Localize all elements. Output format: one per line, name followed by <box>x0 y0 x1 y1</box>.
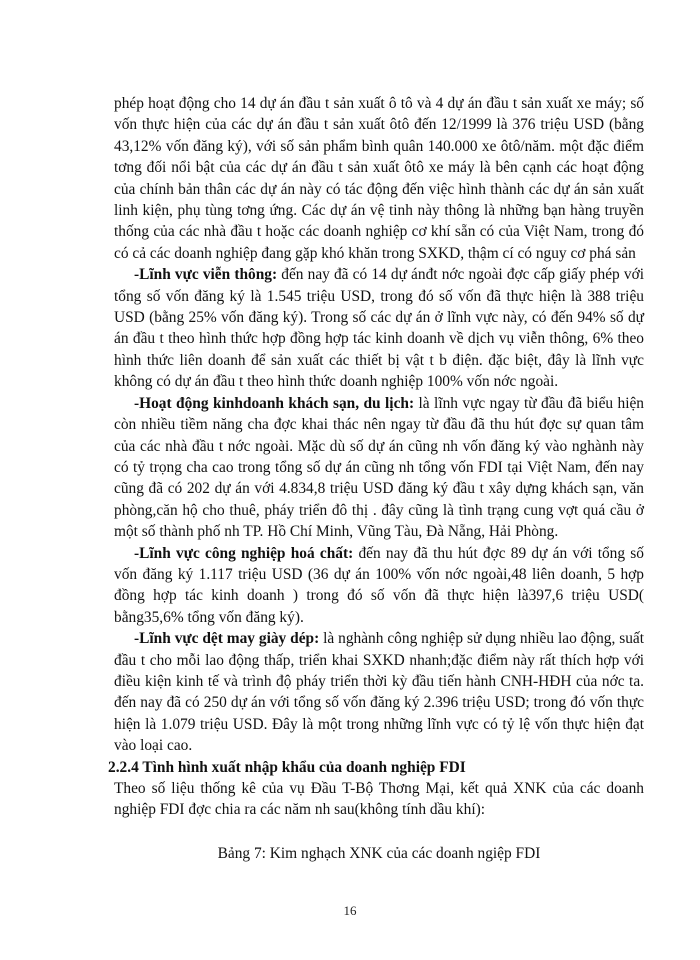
paragraph-hotel-tourism <box>114 393 644 543</box>
paragraph-chemical-text: đến nay đã thu hút đợc 89 dự án với tổng số vốn đăng ký 1.117 triệu USD (36 dự án 100% vốn nớc ngoài,48 liên doanh, 5 hợp đồng hợp tác kinh doanh ) trong đó số vốn đã thực hiện là397,6 triệu USD( bằng35,6% tổng vốn đăng ký). <box>114 544 644 626</box>
paragraph-automotive: phép hoạt động cho 14 dự án đầu t sản xuất ô tô và 4 dự án đầu t sản xuất xe máy; số vốn thực hiện của các dự án đầu t sản xuất ôtô đến 12/1999 là 376 triệu USD (bằng 43,12% vốn đăng ký), với số sản phẩm bình quân 140.000 xe ôtô/năm. một đặc điểm tơng đối nổi bật của các dự án đầu t sản xuất ôtô xe máy là bên cạnh các hoạt động của chính bản thân các dự án này có tác động đến việc hình thành các dự án sản xuất linh kiện, phụ tùng tơng ứng. Các dự án vệ tinh này thông là những bạn hàng truyền thống của các nhà đầu t hoặc các doanh nghiệp cơ khí sẵn có của Việt Nam, trong đó có cả các doanh nghiệp đang gặp khó khăn trong SXKD, thậm cí có nguy cơ phá sản <box>114 95 644 262</box>
page-number: 16 <box>343 903 357 918</box>
paragraph-telecom <box>114 264 644 392</box>
paragraph-hotel-tourism-heading: -Hoạt động kinhdoanh khách sạn, du lịch: <box>134 394 415 412</box>
paragraph-textile-heading: -Lĩnh vực dệt may giày dép: <box>134 630 320 648</box>
section-intro: Theo số liệu thống kê của vụ Đầu T-Bộ Thơng Mại, kết quả XNK của các doanh nghiệp FDI đợc chia ra các năm nh sau(không tính dầu khí): <box>114 780 644 819</box>
paragraph-textile-text: là nghành công nghiệp sử dụng nhiều lao động, suất đầu t cho mỗi lao động thấp, triển khai SXKD nhanh;đặc điểm này rất thích hợp với điều kiện kinh tế và trình độ pháy triển thời kỳ đầu tiến hành CNH-HĐH của nớc ta. đến nay đã có 250 dự án với tổng số vốn đăng ký 2.396 triệu USD; trong đó vốn thực hiện là 1.079 triệu USD. Đây là một trong những lĩnh vực có tỷ lệ vốn thực hiện đạt vào loại cao. <box>114 630 645 755</box>
paragraph-textile <box>114 628 644 756</box>
paragraph-chemical <box>114 543 644 629</box>
paragraph-hotel-tourism-text: là lĩnh vực ngay từ đầu đã biểu hiện còn nhiều tiềm năng cha đợc khai thác nên ngay từ đầu đã thu hút đợc sự quan tâm của các nhà đầu t nớc ngoài. Mặc dù số dự án cũng nh vốn đăng ký vào nghành này có tỷ trọng cha cao trong tổng số dự án cũng nh tổng vốn FDI tại Việt Nam, đến nay cũng đã có 202 dự án với 4.834,8 triệu USD đăng ký đầu t xây dựng khách sạn, văn phòng,căn hộ cho thuê, pháy triển đô thị . đây cũng là tình trạng cung vợt quá cầu ở một số thành phố nh TP. Hồ Chí Minh, Vũng Tàu, Đà Nẵng, Hải Phòng. <box>114 394 645 541</box>
section-heading: 2.2.4 Tình hình xuất nhập khẩu của doanh nghiệp FDI <box>108 758 466 776</box>
paragraph-telecom-text: đến nay đã có 14 dự ánđt nớc ngoài đợc cấp giấy phép với tổng số vốn đăng ký là 1.545 triệu USD, trong đó số vốn đã thực hiện là 388 triệu USD (bằng 25% vốn đăng ký). Trong số các dự án ở lĩnh vực này, có đến 94% số dự án đầu t theo hình thức hợp đồng hợp tác kinh doanh về dịch vụ viễn thông, 6% theo hình thức liên doanh để sản xuất các thiết bị vật t b điện. đặc biệt, đây là lĩnh vực không có dự án đầu t theo hình thức doanh nghiệp 100% vốn nớc ngoài. <box>114 266 644 391</box>
paragraph-telecom-heading: -Lĩnh vực viễn thông: <box>134 266 278 284</box>
document-body <box>108 93 645 880</box>
table-caption: Bảng 7: Kim nghạch XNK của các doanh ngiệp FDI <box>217 844 541 862</box>
paragraph-chemical-heading: -Lĩnh vực công nghiệp hoá chất: <box>134 544 354 562</box>
